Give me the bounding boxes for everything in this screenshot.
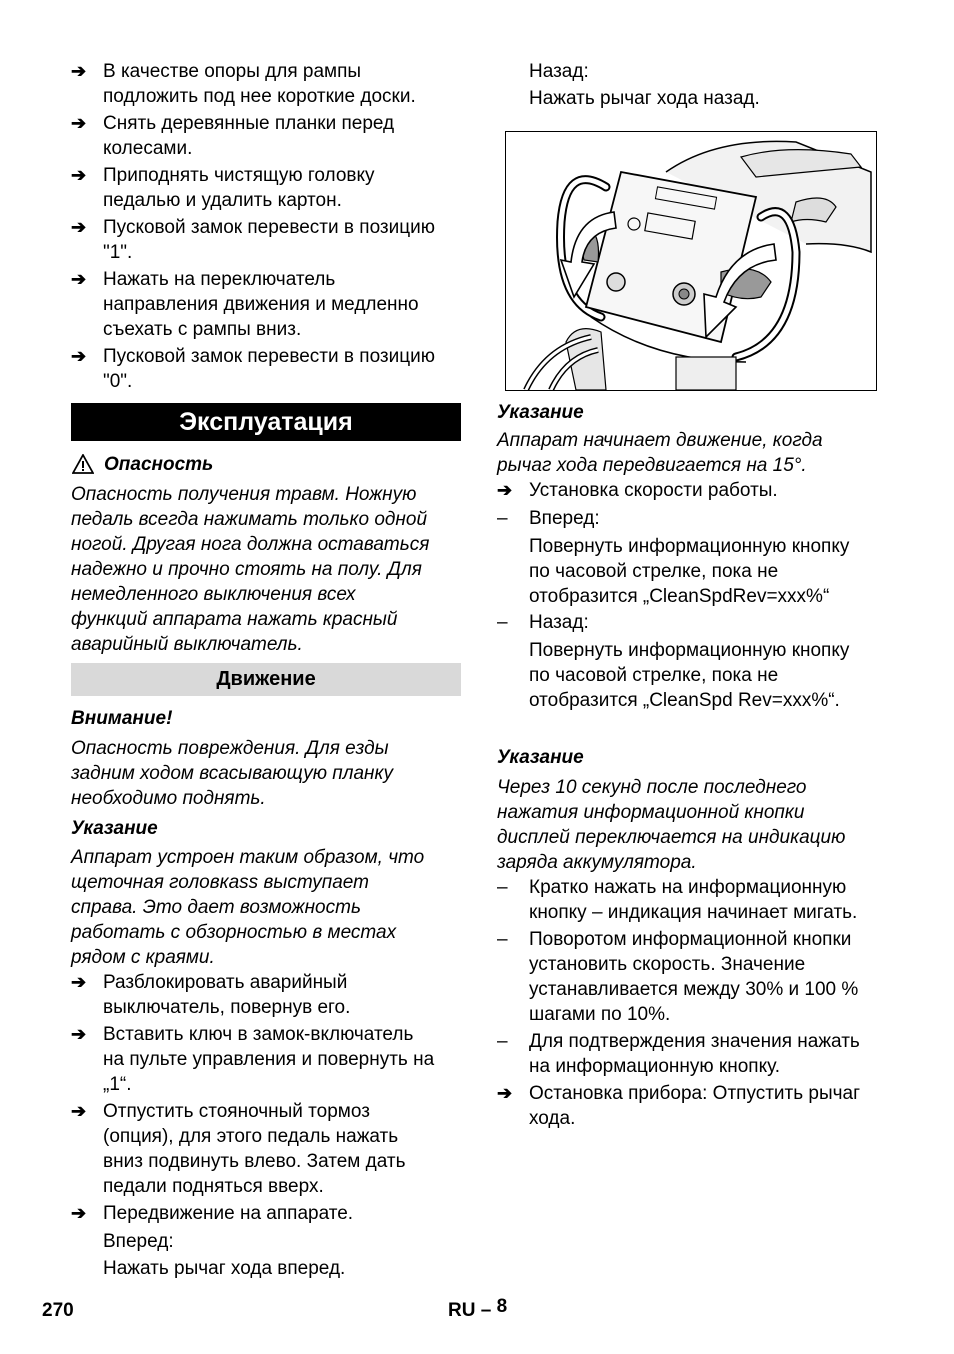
- arrow-right-icon: ➔: [71, 346, 87, 366]
- list-item-line: "0".: [103, 371, 133, 392]
- list-item-line: Поворотом информационной кнопки: [529, 929, 852, 950]
- list-item-line: выключатель, повернув его.: [103, 997, 351, 1018]
- footer-language: [448, 1296, 508, 1322]
- text-line: Опасность повреждения. Для езды: [71, 738, 389, 759]
- arrow-right-icon: ➔: [497, 1083, 513, 1103]
- arrow-right-icon: ➔: [71, 165, 87, 185]
- text-line: Повернуть информационную кнопку: [529, 536, 850, 557]
- text-line: заряда аккумулятора.: [497, 852, 697, 873]
- back-label: Назад:: [529, 61, 589, 82]
- control-panel-drawing: [506, 132, 876, 390]
- dash-icon: –: [497, 929, 508, 950]
- note-title: Указание: [71, 818, 158, 839]
- note2-title: Указание: [497, 747, 584, 768]
- text-line: нажатия информационной кнопки: [497, 802, 805, 823]
- text-line: педаль всегда нажимать только одной: [71, 509, 428, 530]
- machine-control-panel-illustration: [505, 131, 877, 391]
- list-item-line: съехать с рампы вниз.: [103, 319, 302, 340]
- lang-sep: –: [475, 1300, 497, 1321]
- list-item-line: Передвижение на аппарате.: [103, 1203, 354, 1224]
- text-line: справа. Это дает возможность: [71, 897, 361, 918]
- speed-bullet: Установка скорости работы.: [529, 480, 778, 501]
- list-item-line: вниз подвинуть влево. Затем дать: [103, 1151, 406, 1172]
- list-item-line: направления движения и медленно: [103, 294, 419, 315]
- warning-triangle-icon: [72, 454, 94, 474]
- text-line: рычаг хода передвигается на 15°.: [497, 455, 807, 476]
- arrow-right-icon: ➔: [71, 269, 87, 289]
- arrow-right-icon: ➔: [71, 972, 87, 992]
- text-line: задним ходом всасывающую планку: [71, 763, 393, 784]
- list-item-line: Нажать на переключатель: [103, 269, 336, 290]
- list-item-line: Кратко нажать на информационную: [529, 877, 847, 898]
- text-line: отобразится „CleanSpdRev=xxx%“: [529, 586, 830, 607]
- arrow-right-icon: ➔: [71, 217, 87, 237]
- text-line: отобразится „CleanSpd Rev=xxx%“.: [529, 690, 840, 711]
- list-item-line: Отпустить стояночный тормоз: [103, 1101, 370, 1122]
- text-line: надежно и прочно стоять на полу. Для: [71, 559, 422, 580]
- subsection-title: Движение: [71, 663, 461, 696]
- list-item-line: „1“.: [103, 1074, 132, 1095]
- lang-label: RU: [448, 1300, 476, 1321]
- attention-title: Внимание!: [71, 708, 173, 729]
- text-line: дисплей переключается на индикацию: [497, 827, 846, 848]
- list-item-line: на информационную кнопку.: [529, 1056, 780, 1077]
- list-item-line: В качестве опоры для рампы: [103, 61, 362, 82]
- arrow-right-icon: ➔: [497, 480, 513, 500]
- list-item-line: педали подняться вверх.: [103, 1176, 324, 1197]
- text-line: ногой. Другая нога должна оставаться: [71, 534, 430, 555]
- text-line: необходимо поднять.: [71, 788, 266, 809]
- arrow-right-icon: ➔: [71, 1024, 87, 1044]
- text-line: аварийный выключатель.: [71, 634, 303, 655]
- forward-text: Нажать рычаг хода вперед.: [103, 1258, 346, 1279]
- text-line: Аппарат устроен таким образом, что: [71, 847, 425, 868]
- back-dash: Назад:: [529, 612, 589, 633]
- list-item-line: "1".: [103, 242, 133, 263]
- text-line: работать с обзорностью в местах: [71, 922, 397, 943]
- note1-title: Указание: [497, 402, 584, 423]
- text-line: Аппарат начинает движение, когда: [497, 430, 823, 451]
- forward-dash: Вперед:: [529, 508, 600, 529]
- list-item-line: Вставить ключ в замок-включатель: [103, 1024, 414, 1045]
- text-line: Опасность получения травм. Ножную: [71, 484, 417, 505]
- list-item-line: Разблокировать аварийный: [103, 972, 348, 993]
- list-item-line: кнопку – индикация начинает мигать.: [529, 902, 858, 923]
- lang-page: 8: [496, 1296, 508, 1317]
- forward-label: Вперед:: [103, 1231, 174, 1252]
- list-item-line: шагами по 10%.: [529, 1004, 671, 1025]
- arrow-right-icon: ➔: [71, 1203, 87, 1223]
- back-text: Нажать рычаг хода назад.: [529, 88, 760, 109]
- section-title: Эксплуатация: [71, 403, 461, 441]
- text-line: немедленного выключения всех: [71, 584, 356, 605]
- list-item-line: установить скорость. Значение: [529, 954, 806, 975]
- text-line: функций аппарата нажать красный: [71, 609, 398, 630]
- list-item-line: подложить под нее короткие доски.: [103, 86, 416, 107]
- list-item-line: Снять деревянные планки перед: [103, 113, 395, 134]
- danger-title: Опасность: [104, 454, 214, 475]
- list-item-line: Приподнять чистящую головку: [103, 165, 375, 186]
- dash-icon: –: [497, 508, 508, 529]
- arrow-right-icon: ➔: [71, 113, 87, 133]
- text-line: щеточная головкass выступает: [71, 872, 369, 893]
- list-item-line: Пусковой замок перевести в позицию: [103, 217, 435, 238]
- list-item-line: колесами.: [103, 138, 193, 159]
- dash-icon: –: [497, 1031, 508, 1052]
- list-item-line: Для подтверждения значения нажать: [529, 1031, 860, 1052]
- list-item-line: (опция), для этого педаль нажать: [103, 1126, 399, 1147]
- text-line: рядом с краями.: [71, 947, 215, 968]
- arrow-right-icon: ➔: [71, 1101, 87, 1121]
- stop-bullet-line-1: Остановка прибора: Отпустить рычаг: [529, 1083, 861, 1104]
- arrow-right-icon: ➔: [71, 61, 87, 81]
- dash-icon: –: [497, 877, 508, 898]
- text-line: Через 10 секунд после последнего: [497, 777, 807, 798]
- text-line: Повернуть информационную кнопку: [529, 640, 850, 661]
- list-item-line: Пусковой замок перевести в позицию: [103, 346, 435, 367]
- stop-bullet-line-2: хода.: [529, 1108, 576, 1129]
- list-item-line: на пульте управления и повернуть на: [103, 1049, 435, 1070]
- list-item-line: устанавливается между 30% и 100 %: [529, 979, 859, 1000]
- text-line: по часовой стрелке, пока не: [529, 665, 779, 686]
- text-line: по часовой стрелке, пока не: [529, 561, 779, 582]
- dash-icon: –: [497, 612, 508, 633]
- page-number: 270: [42, 1300, 74, 1321]
- list-item-line: педалью и удалить картон.: [103, 190, 342, 211]
